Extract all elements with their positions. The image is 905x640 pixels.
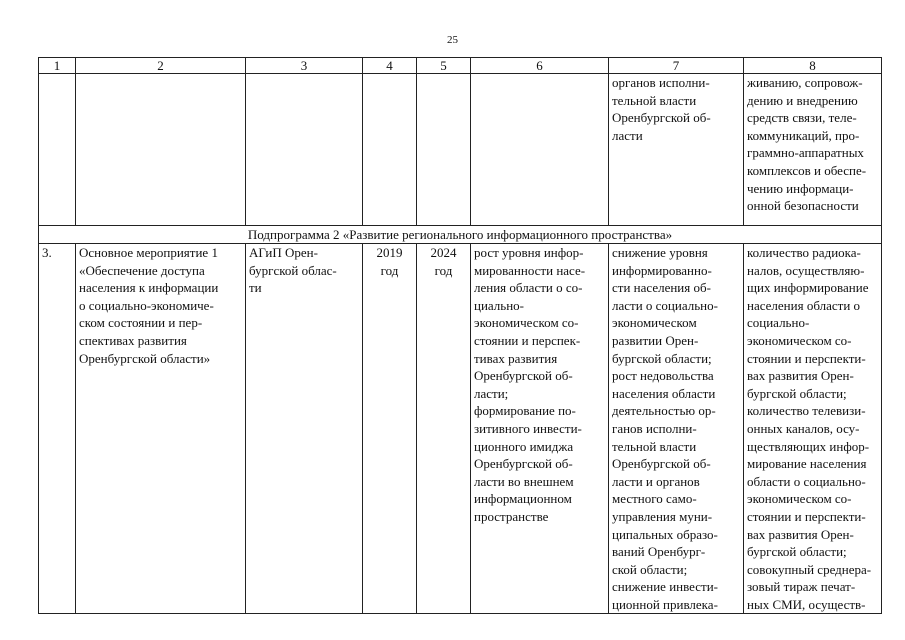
empty-cell [76,74,246,226]
subprogram-title: Подпрограмма 2 «Развитие регионального информационного пространства» [39,226,882,244]
subprogram-row [39,226,882,244]
empty-cell [363,74,417,226]
empty-cell [246,74,363,226]
program-table [38,57,882,614]
column-number: 2 [76,58,246,74]
column-number: 1 [39,58,76,74]
column-number: 7 [609,58,744,74]
column-number: 4 [363,58,417,74]
empty-cell [417,74,471,226]
end-year: 2024 год [417,244,471,614]
consequences: снижение уровня информированно- сти населения об- ласти о социально- экономическом развитии Орен- бургской области; рост недовольства населения области деятельностью ор- ганов исполни- тельной власти Оренбургской об- ласти и органов местного само- управления муни- ципальных образо- ваний Оренбург- ской области; снижение инвести- ционной привлека- [609,244,744,614]
column-number-row [39,58,882,74]
indicators: количество радиока- налов, осуществляю- щих информирование населения области о социально- экономическом со- стоянии и перспекти- вах развития Орен- бургской области; количество телевизи- онных каналов, осу- ществляющих инфор- мирование населения области о социально- экономическом со- стоянии и перспекти- вах развития Орен- бургской области; совокупный среднера- зовый тираж печат- ных СМИ, осуществ- [744,244,882,614]
continuation-consequences: органов исполни- тельной власти Оренбургской об- ласти [609,74,744,226]
continuation-indicators: живанию, сопровож- дению и внедрению средств связи, теле- коммуникаций, про- граммно-аппаратных комплексов и обеспе- чению информаци- онной безопасности [744,74,882,226]
row-number: 3. [39,244,76,614]
measure-name: Основное мероприятие 1 «Обеспечение доступа населения к информации о социально-экономиче- ском состоянии и пер- спективах развития Оренбургской области» [76,244,246,614]
column-number: 5 [417,58,471,74]
table-row [39,244,882,614]
page-number: 25 [447,34,458,46]
executor: АГиП Орен- бургской облас- ти [246,244,363,614]
expected-result: рост уровня инфор- мированности насе- ления области о со- циально- экономическом со- стоянии и перспек- тивах развития Оренбургской об- ласти; формирование по- зитивного инвести- ционного имиджа Оренбургской об- ласти во внешнем информационном пространстве [471,244,609,614]
column-number: 8 [744,58,882,74]
column-number: 3 [246,58,363,74]
column-number: 6 [471,58,609,74]
continuation-row [39,74,882,226]
empty-cell [471,74,609,226]
empty-cell [39,74,76,226]
start-year: 2019 год [363,244,417,614]
